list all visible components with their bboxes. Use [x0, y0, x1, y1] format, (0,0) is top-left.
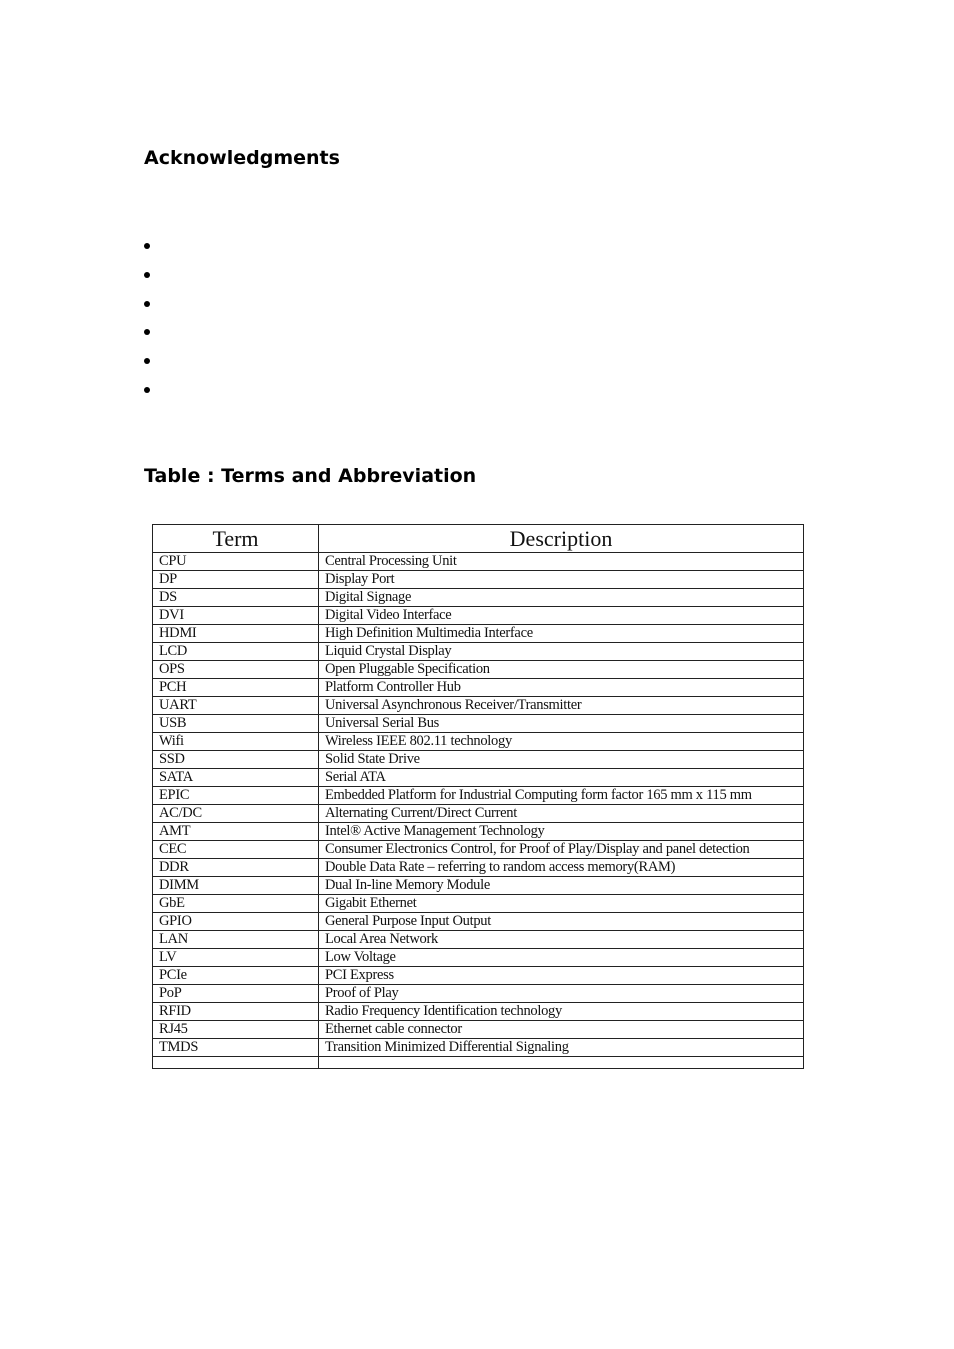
table-row	[153, 553, 804, 571]
description-cell: Proof of Play	[319, 985, 804, 1003]
table-row	[153, 715, 804, 733]
table-row	[153, 769, 804, 787]
term-cell: SATA	[153, 769, 319, 787]
table-row	[153, 751, 804, 769]
term-cell: OPS	[153, 661, 319, 679]
description-cell: Consumer Electronics Control, for Proof of Play/Display and panel detection	[319, 841, 804, 859]
term-cell: DS	[153, 589, 319, 607]
term-cell: LAN	[153, 931, 319, 949]
table-row	[153, 589, 804, 607]
table-row	[153, 877, 804, 895]
table-row	[153, 643, 804, 661]
description-cell: Intel® Active Management Technology	[319, 823, 804, 841]
term-cell: PCH	[153, 679, 319, 697]
term-cell: AMT	[153, 823, 319, 841]
table-header-row	[153, 525, 804, 553]
description-cell: Central Processing Unit	[319, 553, 804, 571]
description-cell: Embedded Platform for Industrial Computing form factor 165 mm x 115 mm	[319, 787, 804, 805]
term-cell: DVI	[153, 607, 319, 625]
description-cell: Universal Serial Bus	[319, 715, 804, 733]
description-cell: Liquid Crystal Display	[319, 643, 804, 661]
term-cell: TMDS	[153, 1039, 319, 1057]
term-cell: LV	[153, 949, 319, 967]
term-cell	[153, 1057, 319, 1069]
term-column-header: Term	[153, 525, 319, 553]
acknowledgments-heading: Acknowledgments	[144, 147, 340, 169]
description-cell: Radio Frequency Identification technology	[319, 1003, 804, 1021]
terms-table-heading: Table : Terms and Abbreviation	[144, 465, 477, 487]
description-cell	[319, 1057, 804, 1069]
description-cell: Low Voltage	[319, 949, 804, 967]
table-body	[153, 553, 804, 1069]
table-row	[153, 679, 804, 697]
description-cell: Alternating Current/Direct Current	[319, 805, 804, 823]
table-row	[153, 823, 804, 841]
table-row	[153, 697, 804, 715]
table-row	[153, 985, 804, 1003]
term-cell: GbE	[153, 895, 319, 913]
table-row	[153, 967, 804, 985]
term-cell: CEC	[153, 841, 319, 859]
table-row	[153, 805, 804, 823]
table-row	[153, 949, 804, 967]
table-row	[153, 787, 804, 805]
term-cell: EPIC	[153, 787, 319, 805]
table-row	[153, 1021, 804, 1039]
truncated-caption	[160, 1092, 360, 1098]
description-cell: Double Data Rate – referring to random access memory(RAM)	[319, 859, 804, 877]
description-cell: Platform Controller Hub	[319, 679, 804, 697]
description-cell: Digital Signage	[319, 589, 804, 607]
table-row	[153, 1039, 804, 1057]
table-row-empty	[153, 1057, 804, 1069]
term-cell: PCIe	[153, 967, 319, 985]
term-cell: RFID	[153, 1003, 319, 1021]
description-cell: Digital Video Interface	[319, 607, 804, 625]
description-cell: Transition Minimized Differential Signaling	[319, 1039, 804, 1057]
term-cell: UART	[153, 697, 319, 715]
description-cell: Universal Asynchronous Receiver/Transmitter	[319, 697, 804, 715]
description-cell: High Definition Multimedia Interface	[319, 625, 804, 643]
table-row	[153, 571, 804, 589]
term-cell: GPIO	[153, 913, 319, 931]
description-cell: Serial ATA	[319, 769, 804, 787]
term-cell: CPU	[153, 553, 319, 571]
term-cell: USB	[153, 715, 319, 733]
table-row	[153, 661, 804, 679]
terms-abbreviation-table	[152, 524, 804, 1069]
table-row	[153, 733, 804, 751]
term-cell: HDMI	[153, 625, 319, 643]
term-cell: PoP	[153, 985, 319, 1003]
description-cell: PCI Express	[319, 967, 804, 985]
description-cell: Ethernet cable connector	[319, 1021, 804, 1039]
description-column-header: Description	[319, 525, 804, 553]
description-cell: General Purpose Input Output	[319, 913, 804, 931]
term-cell: SSD	[153, 751, 319, 769]
table-row	[153, 607, 804, 625]
table-row	[153, 913, 804, 931]
description-cell: Wireless IEEE 802.11 technology	[319, 733, 804, 751]
table-row	[153, 931, 804, 949]
description-cell: Dual In-line Memory Module	[319, 877, 804, 895]
term-cell: DIMM	[153, 877, 319, 895]
table-row	[153, 859, 804, 877]
term-cell: Wifi	[153, 733, 319, 751]
table-row	[153, 895, 804, 913]
term-cell: AC/DC	[153, 805, 319, 823]
term-cell: RJ45	[153, 1021, 319, 1039]
term-cell: DP	[153, 571, 319, 589]
table-row	[153, 625, 804, 643]
description-cell: Local Area Network	[319, 931, 804, 949]
description-cell: Gigabit Ethernet	[319, 895, 804, 913]
term-cell: DDR	[153, 859, 319, 877]
term-cell: LCD	[153, 643, 319, 661]
table-row	[153, 1003, 804, 1021]
description-cell: Display Port	[319, 571, 804, 589]
description-cell: Open Pluggable Specification	[319, 661, 804, 679]
table-row	[153, 841, 804, 859]
description-cell: Solid State Drive	[319, 751, 804, 769]
